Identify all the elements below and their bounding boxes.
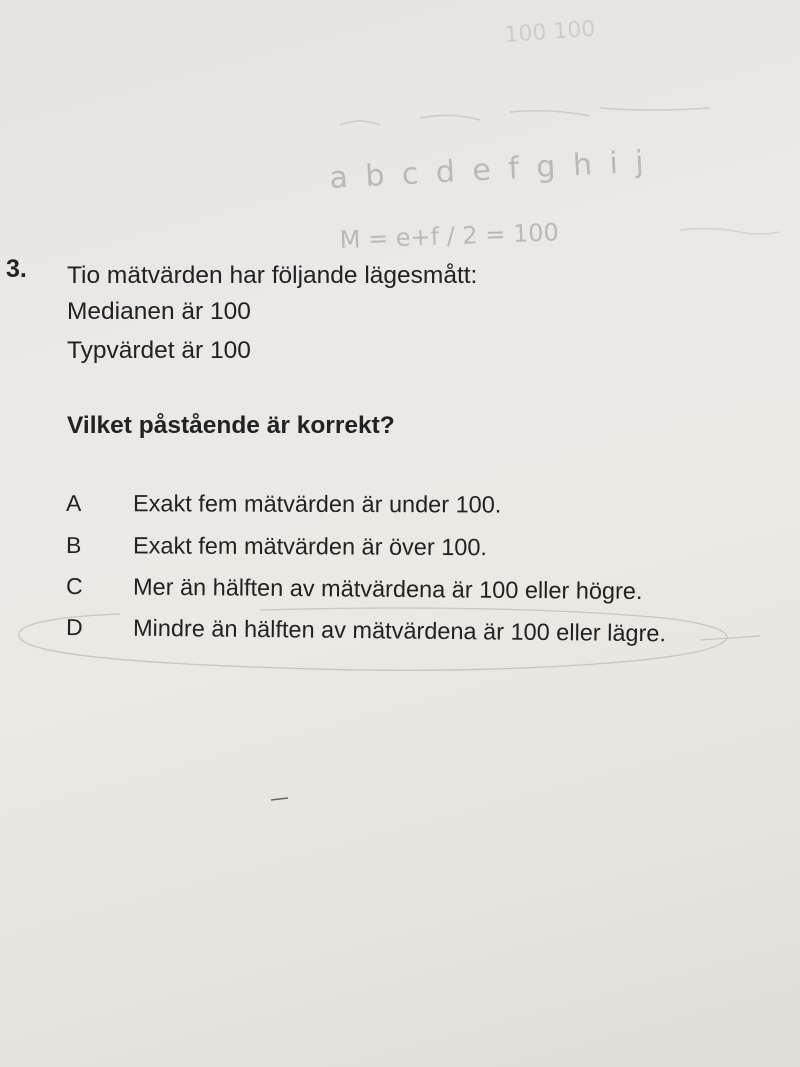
option-text: Mindre än hälften av mätvärdena är 100 eller lägre. bbox=[132, 614, 667, 647]
option-text: Exakt fem mätvärden är under 100. bbox=[132, 490, 502, 518]
pencil-scribbles bbox=[0, 0, 800, 260]
option-letter: C bbox=[65, 573, 83, 600]
question-stem-mode: Typvärdet är 100 bbox=[67, 337, 251, 364]
answer-option-d[interactable] bbox=[66, 614, 766, 655]
option-letter: D bbox=[65, 614, 83, 641]
answer-option-a[interactable] bbox=[66, 490, 766, 526]
option-letter: A bbox=[65, 490, 82, 517]
pencil-mark bbox=[270, 796, 290, 802]
answer-option-b[interactable] bbox=[66, 532, 766, 570]
answer-option-c[interactable] bbox=[66, 573, 766, 613]
question-stem-median: Medianen är 100 bbox=[67, 298, 251, 325]
question-prompt: Vilket påstående är korrekt? bbox=[67, 412, 395, 439]
handwritten-numbers: 100 100 bbox=[503, 16, 597, 48]
question-stem-intro: Tio mätvärden har följande lägesmått: bbox=[67, 262, 478, 289]
option-letter: B bbox=[65, 532, 82, 559]
option-text: Exakt fem mätvärden är över 100. bbox=[132, 532, 488, 561]
question-number: 3. bbox=[6, 255, 27, 283]
option-text: Mer än hälften av mätvärdena är 100 eller högre. bbox=[132, 573, 643, 605]
handwritten-formula: M = e+f / 2 = 100 bbox=[339, 218, 560, 254]
handwritten-letters: a b c d e f g h i j bbox=[328, 144, 649, 196]
